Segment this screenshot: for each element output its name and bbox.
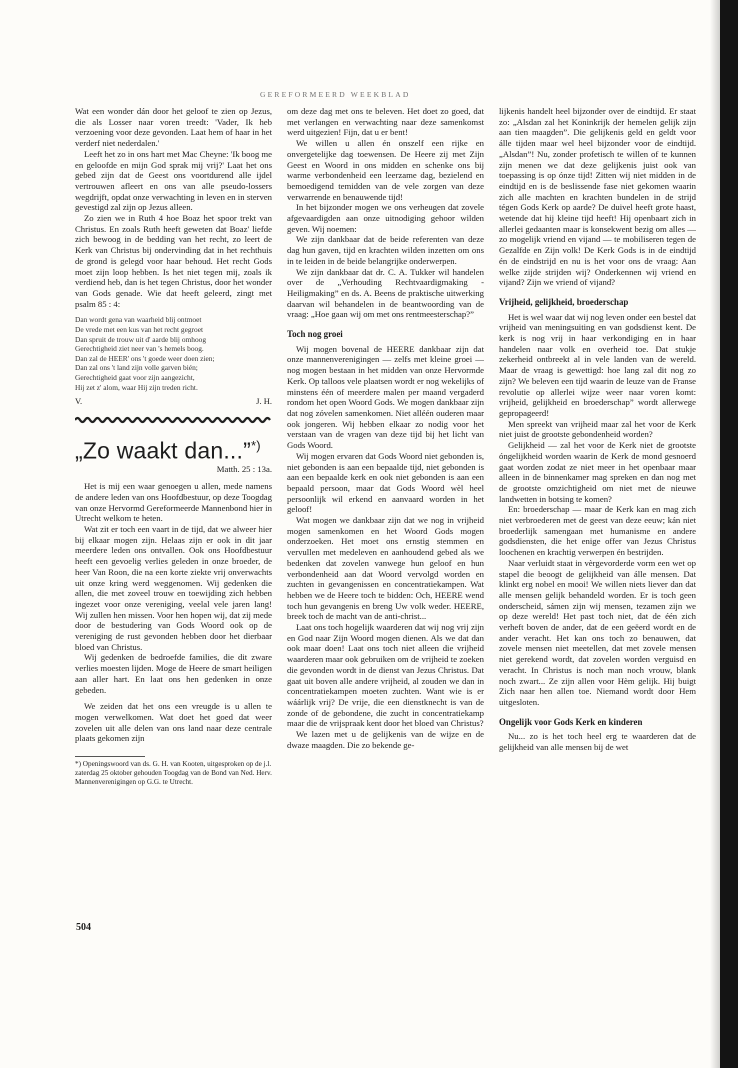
poem-line: Dan zal de HEER' ons 't goede weer doen zien; (75, 353, 215, 363)
paragraph: We zijn dankbaar dat de beide referenten van deze dag hun gaven, tijd en krachten wilden inzetten om ons in te leiden in de beide belangrijke onderwerpen. (287, 234, 484, 266)
paragraph: Wat mogen we dankbaar zijn dat we nog in vrijheid mogen samenkomen en het Woord Gods mogen onderzoeken. Het moet ons ernstig stemmen en vervullen met medeleven en aanhoudend gebed als we bedenken dat zovelen vanwege hun geloof en hun verbondenheid aan dat Woord vervolgd worden en zuchten in gevangenissen en concentratiekampen. Wat hebben we de Heere toch te bidden: Och, HEERE wend toch hun gevangenis en breng Uw volk weder. HEERE, breek toch de macht van de anti-christ... (287, 515, 484, 622)
paragraph: Wat zit er toch een vaart in de tijd, dat we alweer hier bij elkaar mogen zijn. Helaas zijn er ook in dit jaar meerdere leden ons ontvallen. Ook ons Hoofdbestuur heeft een gevoelig verlies geleden in onze broeder, de heer Van Roon, die na een korte ziekte vrij onverwachts uit onze kring werd weggenomen. Wij gedenken die allen, die met zoveel trouw en toewijding zich hebben ingezet voor onze vereniging, veelal vele jaren lang! Wij zullen hen missen. Voor hen hopen wij, dat zij mede door de bestudering van Gods Woord ook op de vereniging de rust gevonden hebben door het dierbaar bloed van Christus. (75, 523, 272, 652)
paragraph: Gelijkheid — zal het voor de Kerk niet de grootste óngelijkheid worden waarin de Kerk de mond gesnoerd gaat worden zodat ze niet meer in het openbaar maar alleen in de binnenkamer mag spreken en dan nog met de grootste omzichtigheid om niet met de nieuwe landwetten in botsing te komen? (499, 440, 696, 504)
paragraph: Men spreekt van vrijheid maar zal het voor de Kerk niet juist de grootste gebondenheid worden? (499, 418, 696, 440)
paragraph: Wij mogen ervaren dat Gods Woord niet gebonden is, niet gebonden is aan een bepaalde tijd, niet gebonden is aan een bepaalde kerk en ook niet gebonden is aan een bepaald persoon, maar dat Gods Woord wèl heel persoonlijk wil erkend en aanvaard worden in het geloof! (287, 450, 484, 515)
poem-line: Dan spruit de trouw uit d' aarde blij omhoog (75, 334, 207, 344)
column-2 (287, 106, 484, 750)
paragraph: We lazen met u de gelijkenis van de wijze en de dwaze maagden. Die zo bekende ge- (287, 729, 484, 750)
paragraph: Leeft het zo in ons hart met Mac Cheyne: 'Ik boog me en geloofde en mijn God sprak mij vrij?' Laat het ons gebed zijn dat de Geest ons voortdurend alle ijdel vertrouwen afleert en ons van alle pseudo-lossers wegdrijft, opdat onze verwachting in leven en in sterven gevestigd zal zijn op Jezus alleen. (75, 148, 272, 213)
poem-line: Dan zal ons 't land zijn volle garven bién; (75, 363, 198, 373)
paragraph: En: broederschap — maar de Kerk kan en mag zich niet verbroederen met de geest van deze eeuw; kán niet broederlijk samengaan met humanisme en andere godsdiensten, die het enige offer van Jezus Christus loochenen en krachtig verwerpen én bestrijden. (499, 504, 696, 558)
wave-rule (75, 416, 272, 424)
psalm-quote (75, 315, 272, 392)
column-3 (499, 106, 696, 753)
paragraph: lijkenis handelt heel bijzonder over de eindtijd. Er staat zo: „Alsdan zal het Koninkrijk der hemelen gelijk zijn aan tien maagden”. Die gelijkenis geld en geldt voor álle tijden maar wel heel bijzonder voor de eindtijd. „Alsdan”! Nu, zonder profetisch te willen of te kunnen zijn menen we dat deze gelijkenis juist ook van toepassing is op ónze tijd! Zitten wij niet midden in de eindtijd en is de beslissende fase niet gekomen waarin zich alle machten en krachten bundelen in de strijd tégen Gods Kerk op aarde? De duivel heeft grote haast, wetende dat hij kleine tijd heeft! Hij openbaart zich in allerlei gedaanten maar is konsekwent bezig om alles — zo mogelijk vriend en vijand — te mobiliseren tegen de Gezalfde en Zijn volk! De Kerk Gods is in de eindtijd én de eindstrijd en nu is het voor ons de vraag: Aan welke zijde strijden wij? Onderkennen wij vriend en vijand? Zijn we vriend of vijand? (499, 106, 696, 288)
section-divider (75, 416, 272, 424)
article-title-text: „Zo waakt dan...” (75, 437, 251, 464)
paragraph: Wat een wonder dán door het geloof te zien op Jezus, die als Losser naar voren treedt: 'Vader, Ik heb verzoening voor deze gevonden. Laat hem of haar in het verderf niet nederdalen.' (75, 106, 272, 149)
footnote: *) Openingswoord van ds. G. H. van Kooten, uitgesproken op de j.l. zaterdag 25 oktober gehouden Toogdag van de Bond van Ned. Herv. Mannenverenigingen op G.G. te Utrecht. (75, 760, 272, 786)
binding-shadow (710, 0, 720, 1068)
paragraph: In het bijzonder mogen we ons verheugen dat zovele afgevaardigden aan onze uitnodiging gehoor wilden geven. Wij noemen: (287, 202, 484, 234)
author-initials: J. H. (256, 396, 272, 407)
paragraph: Wij gedenken de bedroefde families, die dit zware verlies moesten lijden. Moge de Heere de smart heiligen aan aller hart. En laat ons hen gedenken in onze gebeden. (75, 652, 272, 695)
paragraph: Nu... zo is het toch heel erg te waarderen dat de gelijkheid van alle mensen bij de wet (499, 731, 696, 753)
paragraph: Laat ons toch hogelijk waarderen dat wij nog vrij zijn en God naar Zijn Woord mogen dienen. Als we dat dan ook maar doen! Laat ons toch niet alleen die vrijheid waarderen maar ook gebruiken om de vrijheid te zoeken die gevonden wordt in de dienst van Jezus Christus. Dat gaat uit boven alle andere vrijheid, al zouden we dan in concentratiekampen moeten zuchten. Want wie is er wáárlijk vrij? De vrije, die een dienstknecht is van de zonde of de gebondene, die zucht in concentratiekamp maar die de vrijspraak kent door het bloed van Christus? (287, 622, 484, 729)
poem-line: Hij zet z' alom, waar Hij zijn treden richt. (75, 382, 198, 392)
footnote-rule (75, 756, 145, 757)
paragraph: Zo zien we in Ruth 4 hoe Boaz het spoor trekt van Christus. En zoals Ruth heeft geweten dat Boaz' liefde zich bewoog in de bedding van het recht, zo leert de Kerk van Christus bij ondervinding dat in het rechthuis de grond is gelegd voor haar behoud. Het recht Gods moet zijn loop hebben. Is het niet tegen mij, zoals ik verdiend heb, dan is het tegen Christus, door het wonder van Gods genade. Wie dat heeft geleerd, zingt met psalm 85 : 4: (75, 213, 272, 309)
poem-line: Gerechtigheid gaat voor zijn aangezicht, (75, 372, 195, 382)
paragraph: Wij mogen bovenal de HEERE dankbaar zijn dat onze mannenverenigingen — zelfs met kleine groei — nog mogen bestaan in het midden van onze Hervormde Kerk. Op talloos vele plaatsen wordt er nog wekelijks of minstens één of meerdere malen per maand vergaderd rondom het open Woord Gods. We mogen dankbaar zijn dat nog zóvelen samenkomen. Niet alléén ouderen maar ook jongeren. Wij hebben elkaar zo nodig voor het verstaan van de vragen van deze tijd bij het licht van Gods Woord. (287, 343, 484, 451)
paragraph: Het is wel waar dat wij nog leven onder een bestel dat vrijheid van meningsuiting en van godsdienst kent. De kerk is nog vrij in haar verkondiging en in haar handelen naar volk en overheid toe. Dat stukje zekerheid ontbreekt al in vele landen van de wereld. Maar de vraag is gewettigd: hoe lang zal dit nog zo zijn? We beleven een tijd waarin de leuze van de Franse revolutie op allerlei wijze weer naar voren komt: vrijheid, gelijkheid en broederschap” wordt allerwege gepropageerd! (499, 311, 696, 418)
signature-line (75, 396, 272, 407)
bible-reference: Matth. 25 : 13a. (216, 464, 272, 475)
poem-line: Gerechtigheid ziet neer van 's hemels boog. (75, 344, 204, 354)
article-title (75, 433, 272, 464)
poem-line: De vrede met een kus van het recht gegroet (75, 324, 204, 334)
poem-line: Dan wordt gena van waarheid blij ontmoet (75, 315, 202, 325)
paragraph: Het is mij een waar genoegen u allen, mede namens de andere leden van ons Hoofdbestuur, op deze Toogdag van onze Hervormd Gereformeerde Mannenbond hier in Utrecht welkom te heten. (75, 481, 272, 524)
scan-border (720, 0, 738, 1068)
section-heading: Ongelijk voor Gods Kerk en kinderen (499, 716, 643, 727)
paragraph: We willen u allen én onszelf een rijke en onvergetelijke dag toewensen. De Heere zij met Zijn Geest en Woord in ons midden en schenke ons bij warme verbondenheid een leerzame dag, bezielend en bemoedigend temidden van de vele zorgen van deze verwarrende en benauwende tijd! (287, 138, 484, 202)
paragraph: Naar verluidt staat in vèrgevorderde vorm een wet op stapel die beoogt de gelijkheid van álle mensen. Dat klinkt erg nobel en mooi! We willen niets liever dan dat alle mensen gelijk behandeld worden. Er is toch geen onderscheid, sámen zijn wij mensen, tezamen zijn we op deze wereld! Het past toch niet, dat de één zich verheft boven de ander, dat de een geëerd wordt en de ander veracht. Het kan ons toch zo benauwen, dat zovele mensen niet meetellen, dat met zovele mensen niet gerekend wordt, dat zovelen worden verguisd en veracht. In Christus is noch man noch vrouw, blank noch zwart... Ze zijn allen voor Hèm gelijk. Hij buigt Zich naar hen allen toe. Niemand wordt door Hem uitgesloten. (499, 557, 696, 707)
paragraph: We zeiden dat het ons een vreugde is u allen te mogen verwelkomen. Wat doet het goed dat weer zovelen uit alle delen van ons land naar deze centrale plaats gekomen zijn (75, 701, 272, 744)
page-number: 504 (76, 922, 91, 933)
paragraph: om deze dag met ons te beleven. Het doet zo goed, dat met verlangen en verwachting naar deze samenkomst werd uitgezien! Fijn, dat u er bent! (287, 106, 484, 138)
column-1 (75, 106, 272, 786)
paragraph: We zijn dankbaar dat dr. C. A. Tukker wil handelen over de „Verhouding Rechtvaardigmaking - Heiligmaking” en ds. A. Beens de praktische uitwerking daarvan wil behandelen in de beantwoording van de vraag: „Hoe gaan wij om met ons rentmeesterschap?” (287, 266, 484, 320)
section-heading: Toch nog groei (287, 329, 343, 340)
running-head: GEREFORMEERD WEEKBLAD (260, 90, 411, 99)
signature-initial: V. (75, 396, 83, 407)
footnote-marker: *) (250, 437, 261, 453)
section-heading: Vrijheid, gelijkheid, broederschap (499, 296, 629, 307)
